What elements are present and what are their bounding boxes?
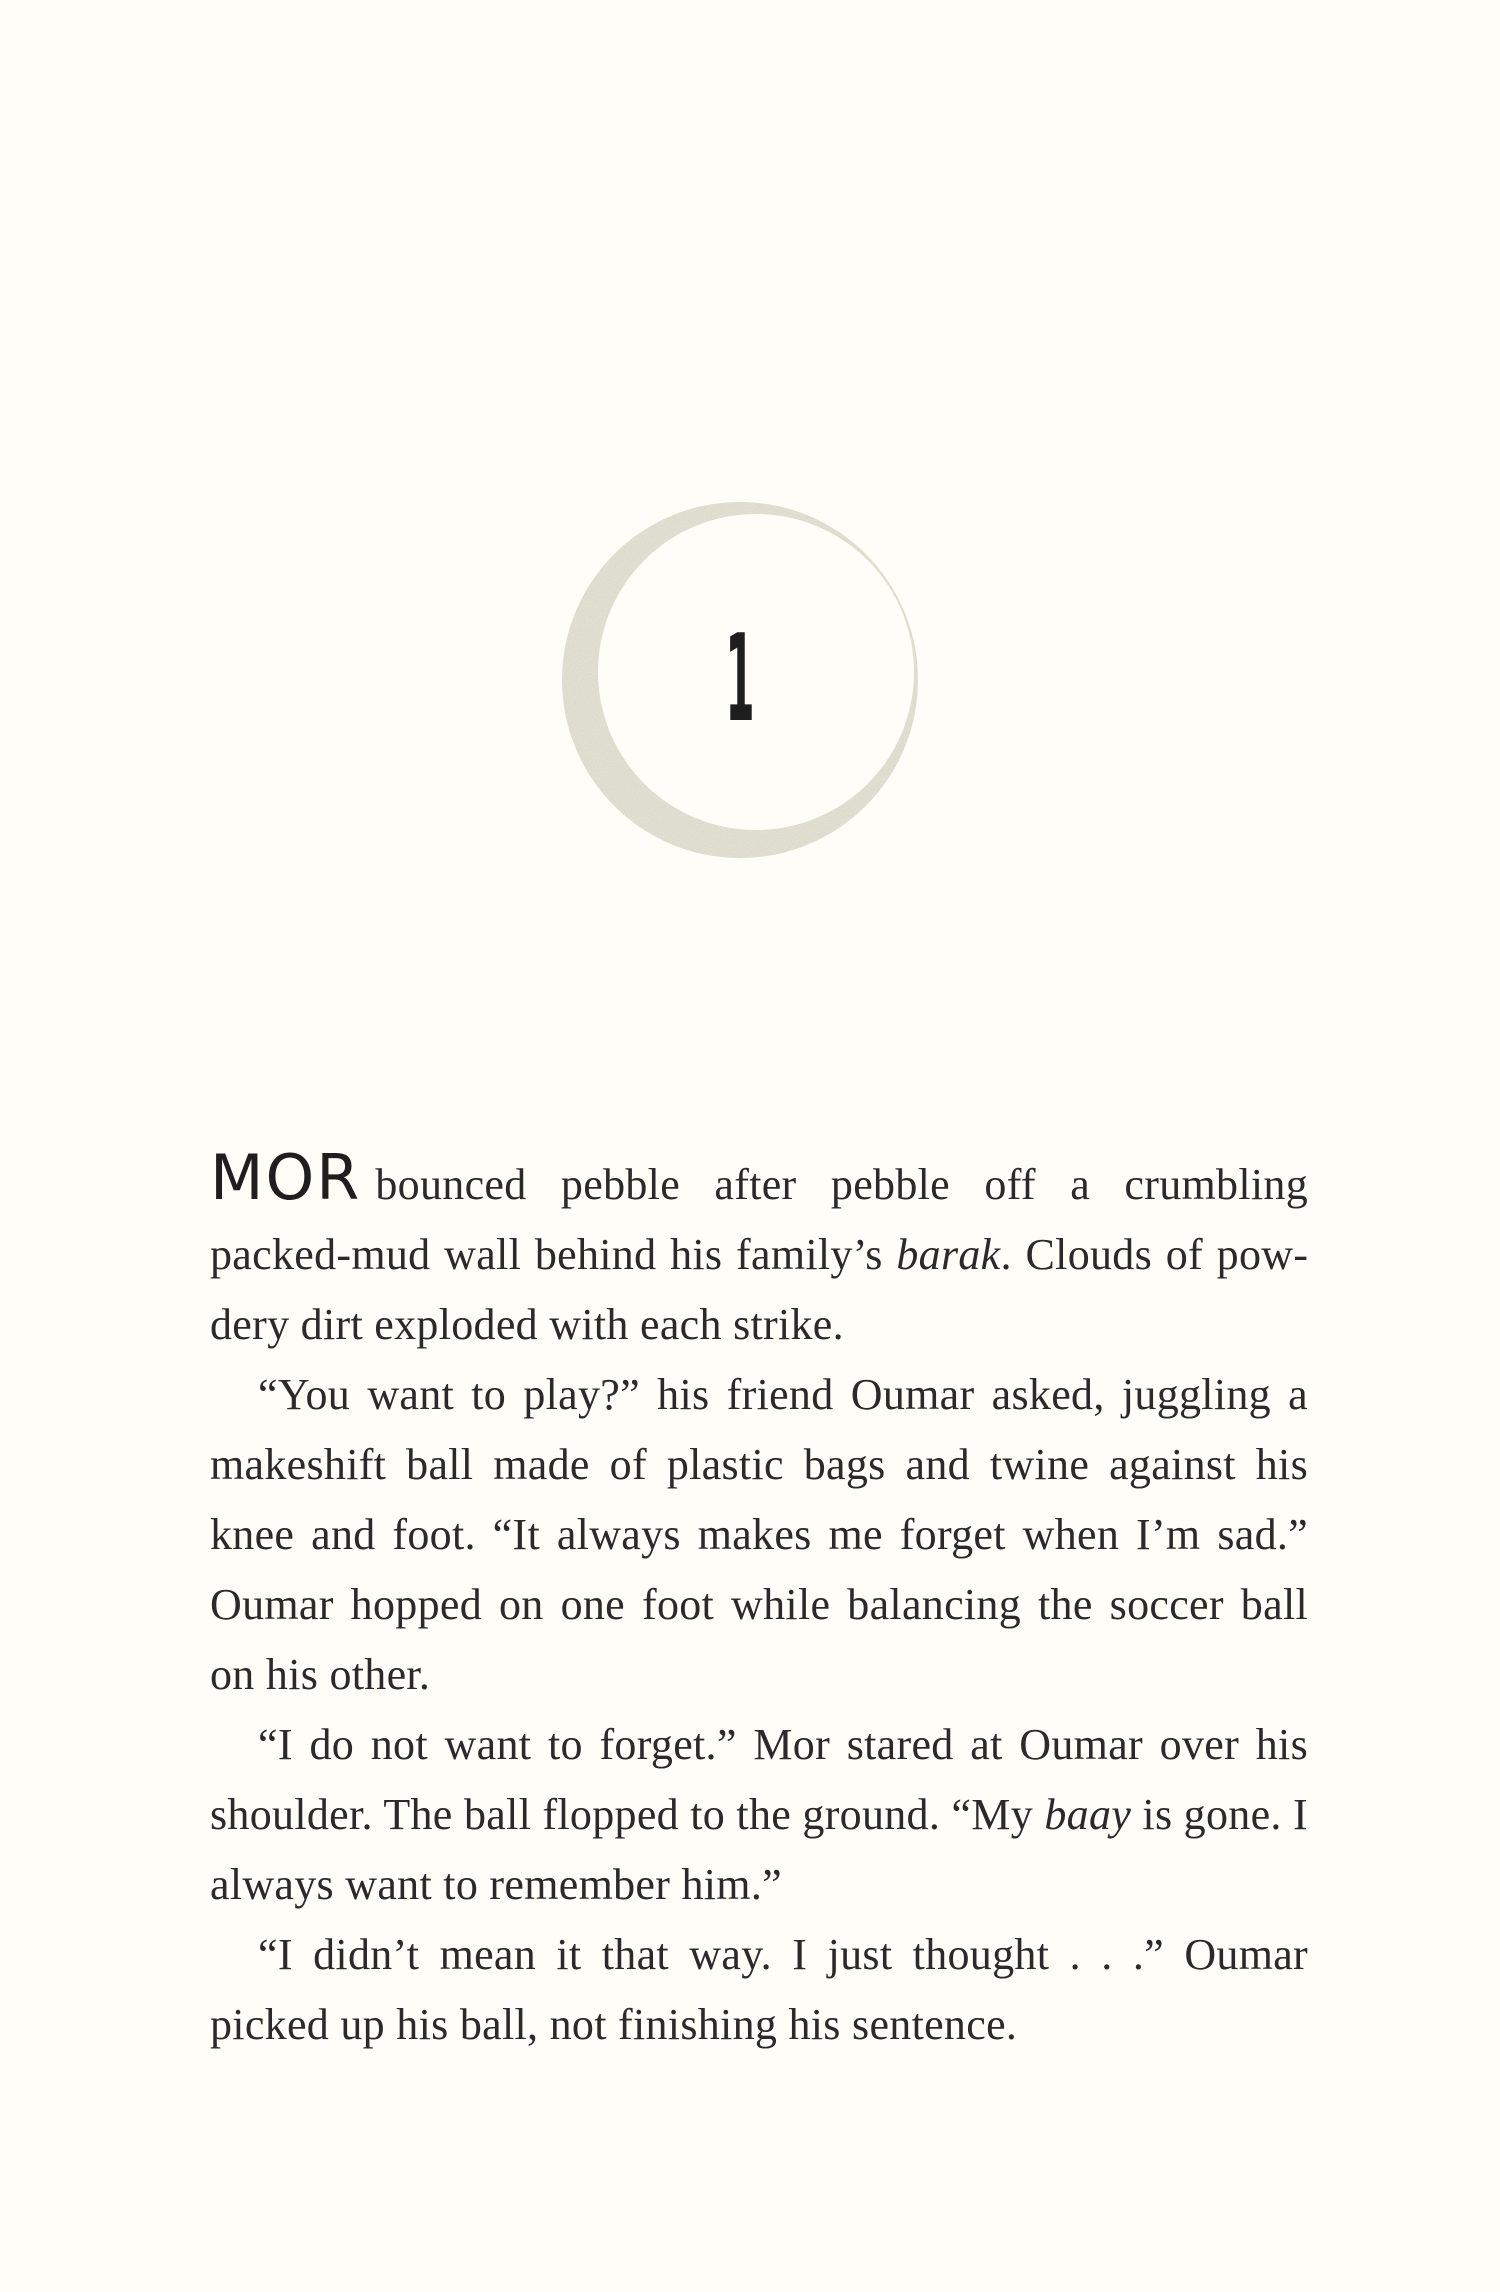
italic-text: baay: [1044, 1790, 1132, 1839]
paragraph: [210, 1920, 1308, 2060]
drop-lead-word: MOR: [210, 1141, 362, 1214]
italic-text: barak: [896, 1230, 1001, 1279]
paragraph: [210, 1710, 1308, 1920]
paragraph-text: “I didn’t mean it that way. I just thought . . .” Oumar picked up his ball, not finishing his sentence.: [210, 1930, 1308, 2049]
paragraph-text: is gone. I always want to remember him.”: [210, 1790, 1308, 1909]
paragraph-text: . Clouds of powdery dirt exploded with each strike.: [210, 1230, 1309, 1349]
paragraph: [210, 1360, 1308, 1710]
paragraph-text: bounced pebble after pebble off a crumbling packed-mud wall behind his family’s: [210, 1160, 1308, 1279]
chapter-number: 1: [725, 610, 755, 749]
chapter-badge: [550, 490, 930, 870]
paragraph: [210, 1141, 1309, 1360]
paragraph-text: “You want to play?” his friend Oumar asked, juggling a makeshift ball made of plastic bags and twine against his knee and foot. “It always makes me forget when I’m sad.” Oumar hopped on one foot while balancing the soccer ball on his other.: [210, 1370, 1308, 1699]
chapter-body-text: [210, 1141, 1309, 2060]
paragraph-text: “I do not want to forget.” Mor stared at Oumar over his shoulder. The ball flopped to the ground. “My: [210, 1720, 1308, 1839]
